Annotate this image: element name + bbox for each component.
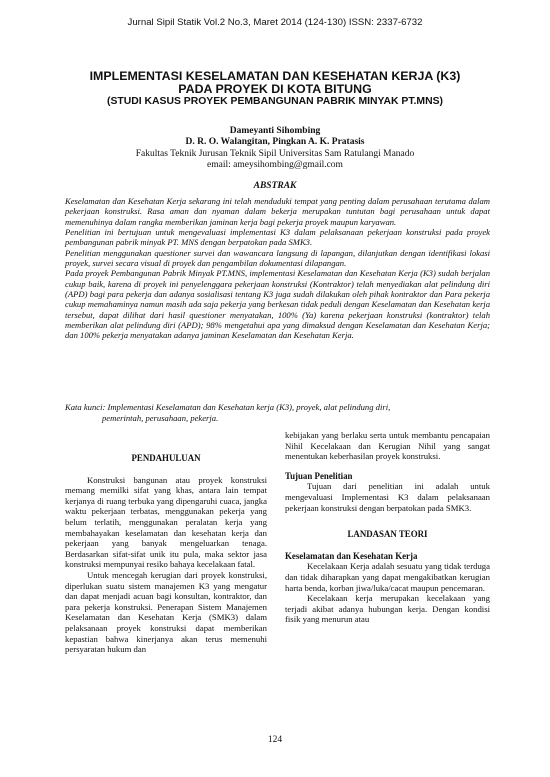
author-block	[40, 126, 510, 171]
abstract-body	[65, 196, 490, 341]
body-paragraph: Kecelakaan kerja merupakan kecelakaan yang terjadi akibat adanya hubungan kerja. Dengan kondisi fisik yang menurun atau	[285, 593, 490, 625]
body-paragraph: Tujuan dari penelitian ini adalah untuk mengevaluasi Implementasi K3 dalam pelaksanaan pekerjaan konstruksi dengan berpatokan pada SMK3.	[285, 481, 490, 513]
running-head: Jurnal Sipil Statik Vol.2 No.3, Maret 2014 (124-130) ISSN: 2337-6732	[127, 17, 423, 28]
abstract-paragraph: Penelitian menggunakan questioner survei dan wawancara langsung di lapangan, dilanjutkan dengan identifikasi lokasi proyek, survei secara visual di proyek dan pengambilan dokumentasi dilapangan.	[65, 247, 490, 269]
body-paragraph: Kecelakaan Kerja adalah sesuatu yang tidak terduga dan tidak diharapkan yang dapat mengakibatkan kerugian harta benda, korban jiwa/luka/cacat maupun pencemaran.	[285, 561, 490, 593]
abstract-heading: ABSTRAK	[253, 181, 297, 191]
title-block	[30, 70, 520, 108]
abstract-paragraph: Penelitian ini bertujuan untuk mengevaluasi implementasi K3 dalam pelaksanaan pekerjaan konstruksi pada proyek pembangunan pabrik minyak PT. MNS dengan berpatokan pada SMK3.	[65, 227, 490, 248]
affiliation: Fakultas Teknik Jurusan Teknik Sipil Universitas Sam Ratulangi Manado	[135, 148, 415, 159]
right-column	[285, 430, 490, 625]
keywords-line: pemerintah, perusahaan, pekerja.	[102, 412, 219, 423]
subsection-heading-k3: Keselamatan dan Kesehatan Kerja	[285, 550, 418, 561]
body-paragraph: kebijakan yang berlaku serta untuk membantu pencapaian Nihil Kecelakaan dan Kerugian Nihil yang sangat menentukan keberhasilan proyek konstruksi.	[285, 430, 490, 462]
email: email: ameysihombing@gmail.com	[207, 159, 343, 170]
section-heading-pendahuluan: PENDAHULUAN	[131, 453, 201, 463]
subsection-heading-tujuan: Tujuan Penelitian	[285, 470, 353, 481]
title-line-1: IMPLEMENTASI KESELAMATAN DAN KESEHATAN KERJA (K3)	[89, 69, 461, 83]
title-line-2: PADA PROYEK DI KOTA BITUNG	[178, 82, 372, 96]
subtitle: (STUDI KASUS PROYEK PEMBANGUNAN PABRIK MINYAK PT.MNS)	[107, 96, 443, 107]
abstract-paragraph: Keselamatan dan Kesehatan Kerja sekarang ini telah menduduki tempat yang penting dalam perusahaan terutama dalam pekerjaan konstruksi. Rasa aman dan nyaman dalam bekerja merupakan tuntutan bagi perusahaan untuk dapat memenuhinya dalam rangka memberikan jaminan kerja bagi pekerja proyek maupun karyawan.	[65, 196, 490, 227]
keywords-line: Kata kunci: Implementasi Keselamatan dan Kesehatan kerja (K3), proyek, alat pelindung diri,	[65, 402, 391, 412]
abstract-paragraph: Pada proyek Pembangunan Pabrik Minyak PT.MNS, implementasi Keselamatan dan Kesehatan Kerja (K3) sudah berjalan cukup baik, karena di proyek ini penyelenggara pekerjaan konstruksi (Kontraktor) telah menyediakan alat pelindung diri (APD) bagi para pekerja dan adanya sosialisasi tentang K3 juga sudah dilakukan oleh pihak kontraktor dan Para pekerja cukup memahaminya namun masih ada saja pekerja yang berkesan tidak peduli dengan Keselamatan dan Kesehatan kerja tersebut, dapat dilihat dari hasil questioner menyatakan, 100% (Ya) karena pekerjaan konstruksi (kontraktor) telah memberikan alat pelindung diri (APD); 98% mengetahui apa yang dimaksud dengan Keselamatan dan Kesehatan Kerja; dan 100% pekerja menyatakan adanya jaminan Keselamatan dan Kesehatan Kerja.	[65, 268, 490, 341]
body-paragraph: Untuk mencegah kerugian dari proyek konstruksi, diperlukan suatu sistem manajemen K3 yang mengatur dan dapat menjadi acuan bagi konsultan, kontraktor, dan para pekerja konstruksi. Penerapan Sistem Manajemen Keselamatan dan Kesehatan Kerja (SMK3) dalam pelaksanaan proyek konstruksi dapat memberikan kepastian bahwa kinerjanya akan terus memenuhi persyaratan hukum dan	[65, 569, 267, 655]
author-coauthors: D. R. O. Walangitan, Pingkan A. K. Pratasis	[185, 137, 365, 148]
author-primary: Dameyanti Sihombing	[229, 126, 321, 136]
section-heading-landasan-teori: LANDASAN TEORI	[347, 529, 428, 540]
left-column	[65, 453, 267, 655]
keywords	[65, 402, 490, 423]
body-paragraph: Konstruksi bangunan atau proyek konstruksi memang memilki sifat yang khas, antara lain tempat kerjanya di ruang terbuka yang dipengaruhi cuaca, jangka waktu pekerjaan terbatas, menggunakan pekerja yang belum terlatih, menggunakan peralatan kerja yang membahayakan keselamatan dan kesehatan kerja dan pekerjaan yang banyak mengeluarkan tenaga. Berdasarkan sifat-sifat unik itu pula, maka sektor jasa konstruksi mempunyai resiko bahaya kecelakaan fatal.	[65, 474, 267, 570]
page-number: 124	[267, 735, 283, 745]
